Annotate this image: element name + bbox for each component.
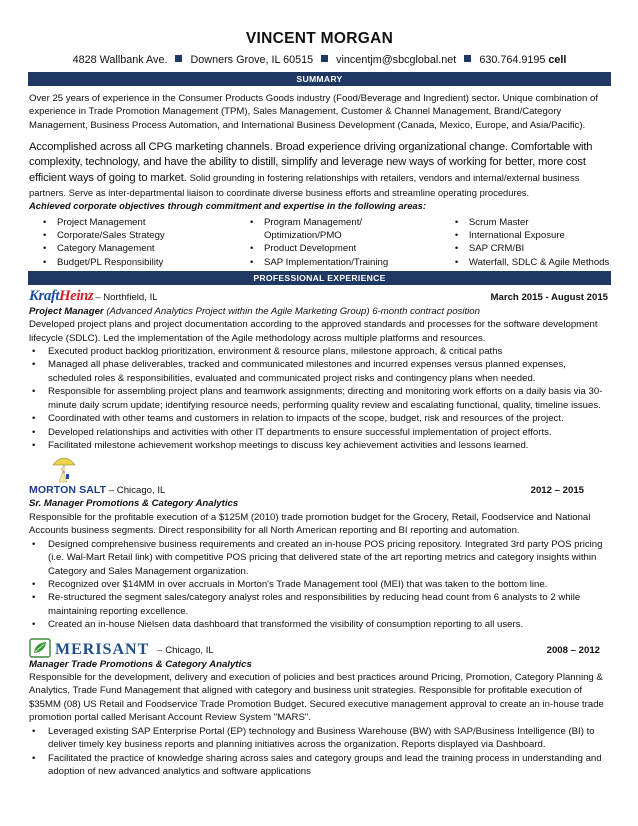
list-item: • Re-structured the segment sales/category analyst roles and responsibilities by reducing head count from 6 analysts to 2 while maintaining reporting excellence. [29, 591, 610, 618]
job-location: – Chicago, IL [108, 484, 166, 496]
job-header-merisant [29, 636, 610, 658]
job-bullets [29, 345, 610, 452]
list-item: • SAP CRM/BI [441, 242, 610, 255]
job-title: Manager Trade Promotions & Category Analytics [29, 658, 252, 670]
job-location: – Northfield, IL [95, 292, 158, 304]
square-bullet-icon [175, 55, 182, 62]
achieved-statement: Achieved corporate objectives through commitment and expertise in the following areas: [29, 200, 426, 212]
umbrella-girl-icon [51, 453, 77, 483]
job-header-kraft [29, 289, 610, 304]
job-location: – Chicago, IL [157, 645, 214, 657]
list-item: • Recognized over $14MM in over accruals in Morton's Trade Management tool (MEI) that was taken to the bottom line. [29, 578, 610, 591]
list-item: • Executed product backlog prioritization, environment & resource plans, milestone approach, & critical paths [29, 345, 610, 358]
phone-label: cell [548, 53, 567, 66]
merisant-leaf-icon [29, 638, 51, 658]
job-title: Sr. Manager Promotions & Category Analytics [29, 498, 239, 510]
list-item: • Category Management [29, 242, 236, 255]
list-item: • Scrum Master [441, 216, 610, 229]
square-bullet-icon [464, 55, 471, 62]
experience-heading: PROFESSIONAL EXPERIENCE [28, 271, 611, 285]
list-item: • Budget/PL Responsibility [29, 256, 236, 269]
square-bullet-icon [321, 55, 328, 62]
list-item: • SAP Implementation/Training [236, 256, 441, 269]
job-dates: 2008 – 2012 [546, 645, 600, 657]
expertise-col-1 [29, 216, 236, 270]
contact-line [29, 53, 610, 68]
job-description: Responsible for the profitable execution of a $125M (2010) trade promotion budget for the Grocery, Retail, Foodservice and National Accounts business segments. Direct responsibility for all North American reporting and BI reporting and automation. [29, 511, 591, 537]
address: 4828 Wallbank Ave. [72, 53, 168, 66]
list-item: • Designed comprehensive business requirements and created an in-house POS pricing repository. Integrated 3rd party POS pricing (i.e. Wal-Mart Retail link) with competitive POS pricing that delivered state of the art reporting metrics and category insights within Category and Sales Management organization. [29, 538, 610, 578]
list-item: • Product Development [236, 242, 441, 255]
list-item: • Created an in-house Nielsen data dashboard that transformed the visibility of consumption reporting to all users. [29, 618, 610, 631]
summary-lead: Accomplished across all CPG marketing channels. Broad experience driving organizational change. Comfortable with complexity, technology, and have the ability to distill, simplify and leverage new ways of working for better, more cost efficient ways of going to market. Solid grounding in fostering relationships with retailers, vendors and internal/external business [29, 140, 593, 184]
job-bullets [29, 725, 610, 779]
list-item: • Program Management/ Optimization/PMO [236, 216, 441, 243]
job-title: Project Manager (Advanced Analytics Project within the Agile Marketing Group) 6-month contract position [29, 305, 480, 317]
list-item: • Managed all phase deliverables, tracked and communicated milestones and incurred expenses versus planned expenses, scheduled roles & responsibilities, evaluated and communicated project risks and contingency plans when needed. [29, 358, 610, 385]
expertise-col-2 [236, 216, 441, 270]
job-dates: 2012 – 2015 [530, 484, 584, 496]
list-item: • International Exposure [441, 229, 610, 242]
list-item: • Facilitated the practice of knowledge sharing across sales and category groups and lead the training process in understanding and adoption of new advanced analytics and software applications [29, 752, 610, 779]
list-item: • Developed relationships and activities with other IT departments to ensure successful implementation of project efforts. [29, 426, 610, 439]
list-item: • Facilitated milestone achievement workshop meetings to discuss key achievement activities and lessons learned. [29, 439, 610, 452]
job-description: Developed project plans and project documentation according to the approved standards and processes for the software development lifecycle (SDLC). Led the implementation of the Agile methodology across multiple platforms and resources. [29, 319, 598, 344]
morton-salt-logo: MORTON SALT [29, 483, 107, 496]
email: vincentjm@sbcglobal.net [336, 53, 457, 66]
summary-paragraph: Over 25 years of experience in the Consumer Products Goods industry (Food/Beverage and Ingredient) sector. Unique combination of experience in Trade Promotion Management (TPM), Sales Management, Customer & Channel Management, Brand/Category Management, Business Process Automation, and International Business Development (Canada, Mexico, Europe, and Asia/Pacific). [29, 92, 599, 131]
expertise-columns [29, 216, 610, 270]
list-item: • Project Management [29, 216, 236, 229]
job-description: Responsible for the development, delivery and execution of policies and best practices around Pricing, Promotion, Category Planning & Analytics, Trade Fund Management that aligned with category and business unit strategies. Responsible for profitable execution of $35MM (08) US Retail and Foodservice Trade Promotion Budget. Secured executive management approval to create an in-house trade promotion portal called Merisant Account Review System "MARS". [29, 672, 604, 724]
summary-partners: partners. Serve as inter-departmental liaison to coordinate diverse business efforts and streamline operating procedures. [29, 187, 530, 199]
merisant-logo: MERISANT [55, 640, 150, 658]
list-item: • Waterfall, SDLC & Agile Methods [441, 256, 610, 269]
phone: 630.764.9195 [479, 53, 546, 66]
list-item: • Responsible for assembling project plans and teamwork assignments; directing and monitoring work efforts on a daily basis via 30-minute daily scrum update; identifying resource needs, performing quality review and escalating functional, quality, timeline issues. [29, 385, 610, 412]
job-header-morton [29, 452, 610, 497]
expertise-col-3 [441, 216, 610, 270]
job-dates: March 2015 - August 2015 [490, 292, 608, 304]
list-item: • Coordinated with other teams and customers in relation to impacts of the scope, budget, risk and resources of the project. [29, 412, 610, 425]
job-bullets [29, 538, 610, 632]
kraft-heinz-logo: Kraft Heinz [29, 288, 94, 305]
list-item: • Corporate/Sales Strategy [29, 229, 236, 242]
summary-heading: SUMMARY [28, 72, 611, 86]
candidate-name: VINCENT MORGAN [245, 30, 394, 47]
list-item: • Leveraged existing SAP Enterprise Portal (EP) technology and Business Warehouse (BW) with SAP/Business Intelligence (BI) to deliver timely key business reports and planning initiatives across the organization. Reports displayed via Dashboard. [29, 725, 610, 752]
city: Downers Grove, IL 60515 [190, 53, 314, 66]
